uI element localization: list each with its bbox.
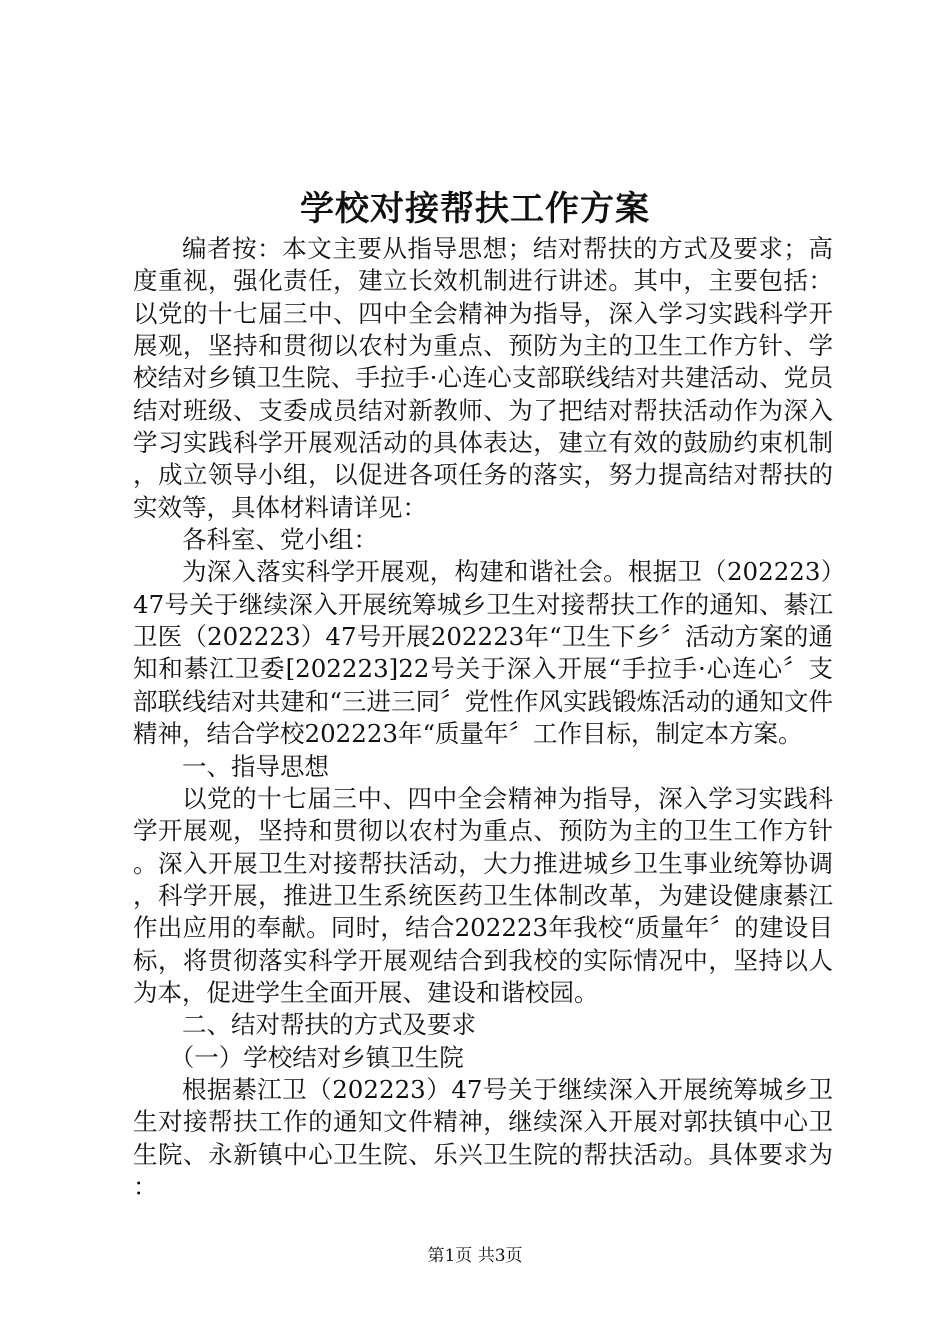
section-heading-pairing-methods: 二、结对帮扶的方式及要求	[182, 1010, 476, 1040]
page-footer: 第1页 共3页	[427, 1246, 523, 1266]
paragraph-editor-note: 编者按：本文主要从指导思想；结对帮扶的方式及要求；高度重视，强化责任，建立长效机制进行讲述。其中，主要包括：以党的十七届三中、四中全会精神为指导，深入学习实践科学开展观，坚持和贯彻以农村为重点、预防为主的卫生工作方针、学校结对乡镇卫生院、手拉手·心连心支部联线结对共建活动、党员结对班级、支委成员结对新教师、为了把结对帮扶活动作为深入学习实践科学开展观活动的具体表达，建立有效的鼓励约束机制，成立领导小组，以促进各项任务的落实，努力提高结对帮扶的实效等，具体材料请详见：	[133, 234, 833, 522]
document-title: 学校对接帮扶工作方案	[300, 189, 650, 229]
subsection-heading-school-hospital: （一）学校结对乡镇卫生院	[169, 1042, 464, 1072]
paragraph-salutation: 各科室、党小组：	[182, 525, 378, 555]
paragraph-purpose: 为深入落实科学开展观，构建和谐社会。根据卫（202223）47号关于继续深入开展统筹城乡卫生对接帮扶工作的通知、綦江卫医（202223）47号开展202223年“卫生下乡〞活动方案的通知和綦江卫委[202223]22号关于深入开展“手拉手·心连心〞支部联线结对共建和“三进三同〞党性作风实践锻炼活动的通知文件精神，结合学校202223年“质量年〞工作目标，制定本方案。	[133, 557, 833, 749]
paragraph-school-hospital: 根据綦江卫（202223）47号关于继续深入开展统筹城乡卫生对接帮扶工作的通知文件精神，继续深入开展对郭扶镇中心卫生院、永新镇中心卫生院、乐兴卫生院的帮扶活动。具体要求为：	[133, 1074, 833, 1201]
paragraph-guiding-thought: 以党的十七届三中、四中全会精神为指导，深入学习实践科学开展观，坚持和贯彻以农村为重点、预防为主的卫生工作方针。深入开展卫生对接帮扶活动，大力推进城乡卫生事业统筹协调，科学开展，推进卫生系统医药卫生体制改革，为建设健康綦江作出应用的奉献。同时，结合202223年我校“质量年〞的建设目标，将贯彻落实科学开展观结合到我校的实际情况中，坚持以人为本，促进学生全面开展、建设和谐校园。	[133, 783, 833, 1007]
document-body	[133, 233, 833, 1203]
section-heading-guiding-thought: 一、指导思想	[182, 751, 329, 781]
